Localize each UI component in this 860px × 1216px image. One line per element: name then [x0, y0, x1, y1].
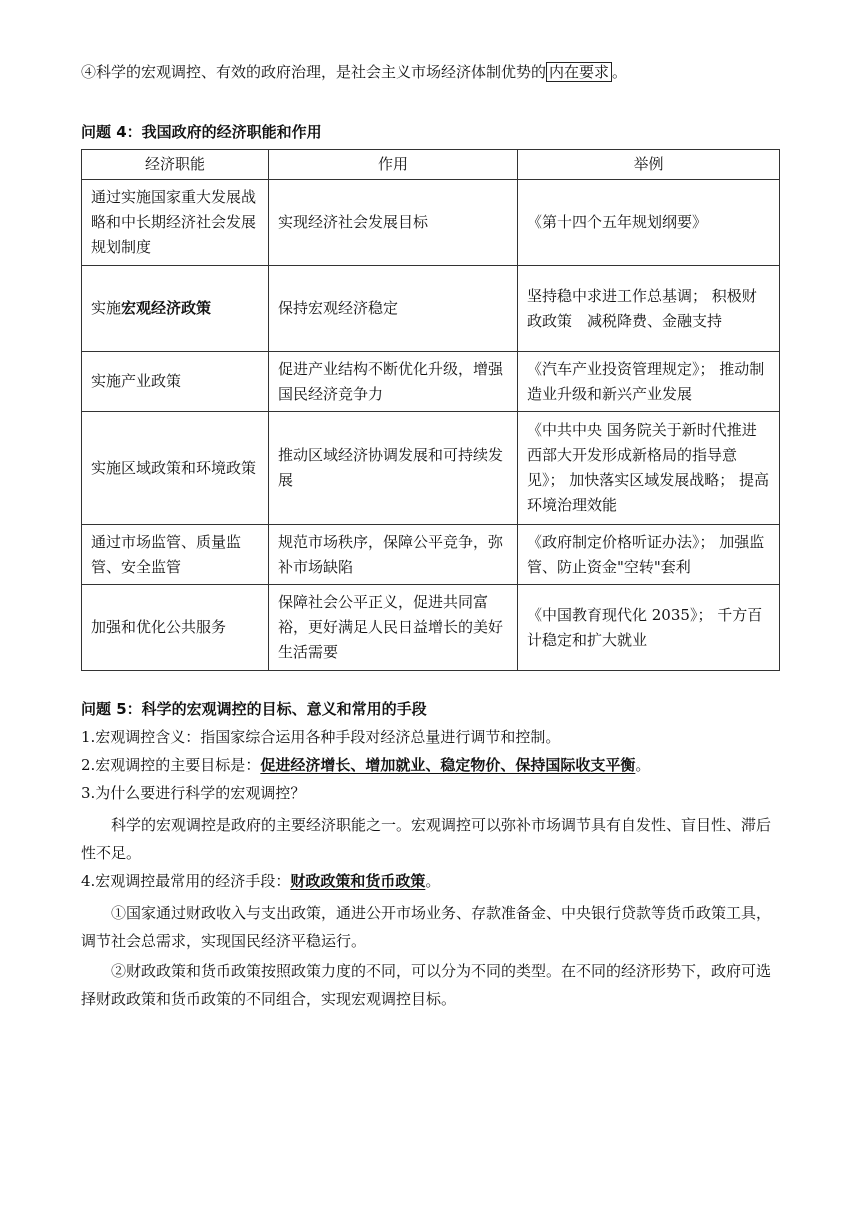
table-row: [82, 266, 780, 352]
cell-example: 《汽车产业投资管理规定》； 推动制造业升级和新兴产业发展: [518, 352, 780, 412]
table-row: [82, 180, 780, 266]
q5-point-3-body: 科学的宏观调控是政府的主要经济职能之一。宏观调控可以弥补市场调节具有自发性、盲目性、滞后性不足。: [81, 816, 772, 862]
q5-point-4-2: ②财政政策和货币政策按照政策力度的不同，可以分为不同的类型。在不同的经济形势下，政府可选择财政政策和货币政策的不同组合，实现宏观调控目标。: [81, 962, 772, 1008]
intro-line: [81, 60, 627, 84]
cell-function: [82, 266, 269, 352]
cell-role: 促进产业结构不断优化升级，增强国民经济竞争力: [269, 352, 518, 412]
cell-role: 推动区域经济协调发展和可持续发展: [269, 412, 518, 525]
cell-role: 规范市场秩序，保障公平竞争，弥补市场缺陷: [269, 525, 518, 585]
table-row: [82, 412, 780, 525]
economic-functions-table: [81, 149, 780, 671]
q5-point-2: [81, 753, 650, 777]
intro-text: ④科学的宏观调控、有效的政府治理，是社会主义市场经济体制优势的: [81, 63, 547, 81]
table-row: [82, 352, 780, 412]
q5-point-2-label: 2.宏观调控的主要目标是：: [81, 756, 261, 774]
cell-function: 通过实施国家重大发展战略和中长期经济社会发展规划制度: [82, 180, 269, 266]
q5-point-4-1: ①国家通过财政收入与支出政策，通进公开市场业务、存款准备金、中央银行贷款等货币政策工具，调节社会总需求，实现国民经济平稳运行。: [81, 904, 772, 950]
table-header-row: [82, 150, 780, 180]
cell-function: 通过市场监管、质量监管、安全监管: [82, 525, 269, 585]
q5-point-4-label: 4.宏观调控最常用的经济手段：: [81, 872, 291, 890]
cell-example: 坚持稳中求进工作总基调； 积极财政政策 减税降费、金融支持: [518, 266, 780, 352]
cell-example: 《政府制定价格听证办法》； 加强监管、防止资金"空转"套利: [518, 525, 780, 585]
cell-example: 《中共中央 国务院关于新时代推进西部大开发形成新格局的指导意见》； 加快落实区域发展战略； 提高环境治理效能: [518, 412, 780, 525]
cell-function: 实施区域政策和环境政策: [82, 412, 269, 525]
table-row: [82, 585, 780, 671]
cell-function-plain: 实施: [91, 299, 122, 317]
cell-role: 保障社会公平正义，促进共同富裕，更好满足人民日益增长的美好生活需要: [269, 585, 518, 671]
cell-example: 《中国教育现代化 2035》； 千方百计稳定和扩大就业: [518, 585, 780, 671]
q5-point-3: 3.为什么要进行科学的宏观调控？: [81, 784, 306, 802]
header-function: 经济职能: [82, 150, 269, 180]
q5-point-2-goals: 促进经济增长、增加就业、稳定物价、保持国际收支平衡: [260, 756, 636, 774]
cell-function: 加强和优化公共服务: [82, 585, 269, 671]
q5-point-2-suffix: 。: [635, 756, 651, 774]
q5-point-4-suffix: 。: [425, 872, 441, 890]
cell-role: 实现经济社会发展目标: [269, 180, 518, 266]
header-role: 作用: [269, 150, 518, 180]
cell-function: 实施产业政策: [82, 352, 269, 412]
intro-suffix: 。: [612, 63, 628, 81]
header-example: 举例: [518, 150, 780, 180]
cell-example: 《第十四个五年规划纲要》: [518, 180, 780, 266]
q5-point-1: 1.宏观调控含义：指国家综合运用各种手段对经济总量进行调节和控制。: [81, 728, 561, 746]
q4-heading: 问题 4：我国政府的经济职能和作用: [81, 123, 322, 141]
boxed-term: 内在要求: [546, 62, 612, 82]
q5-heading: 问题 5：科学的宏观调控的目标、意义和常用的手段: [81, 700, 427, 718]
cell-function-bold: 宏观经济政策: [121, 299, 212, 317]
table-row: [82, 525, 780, 585]
q5-point-4-means: 财政政策和货币政策: [290, 872, 426, 890]
cell-role: 保持宏观经济稳定: [269, 266, 518, 352]
q5-point-4: [81, 869, 440, 893]
